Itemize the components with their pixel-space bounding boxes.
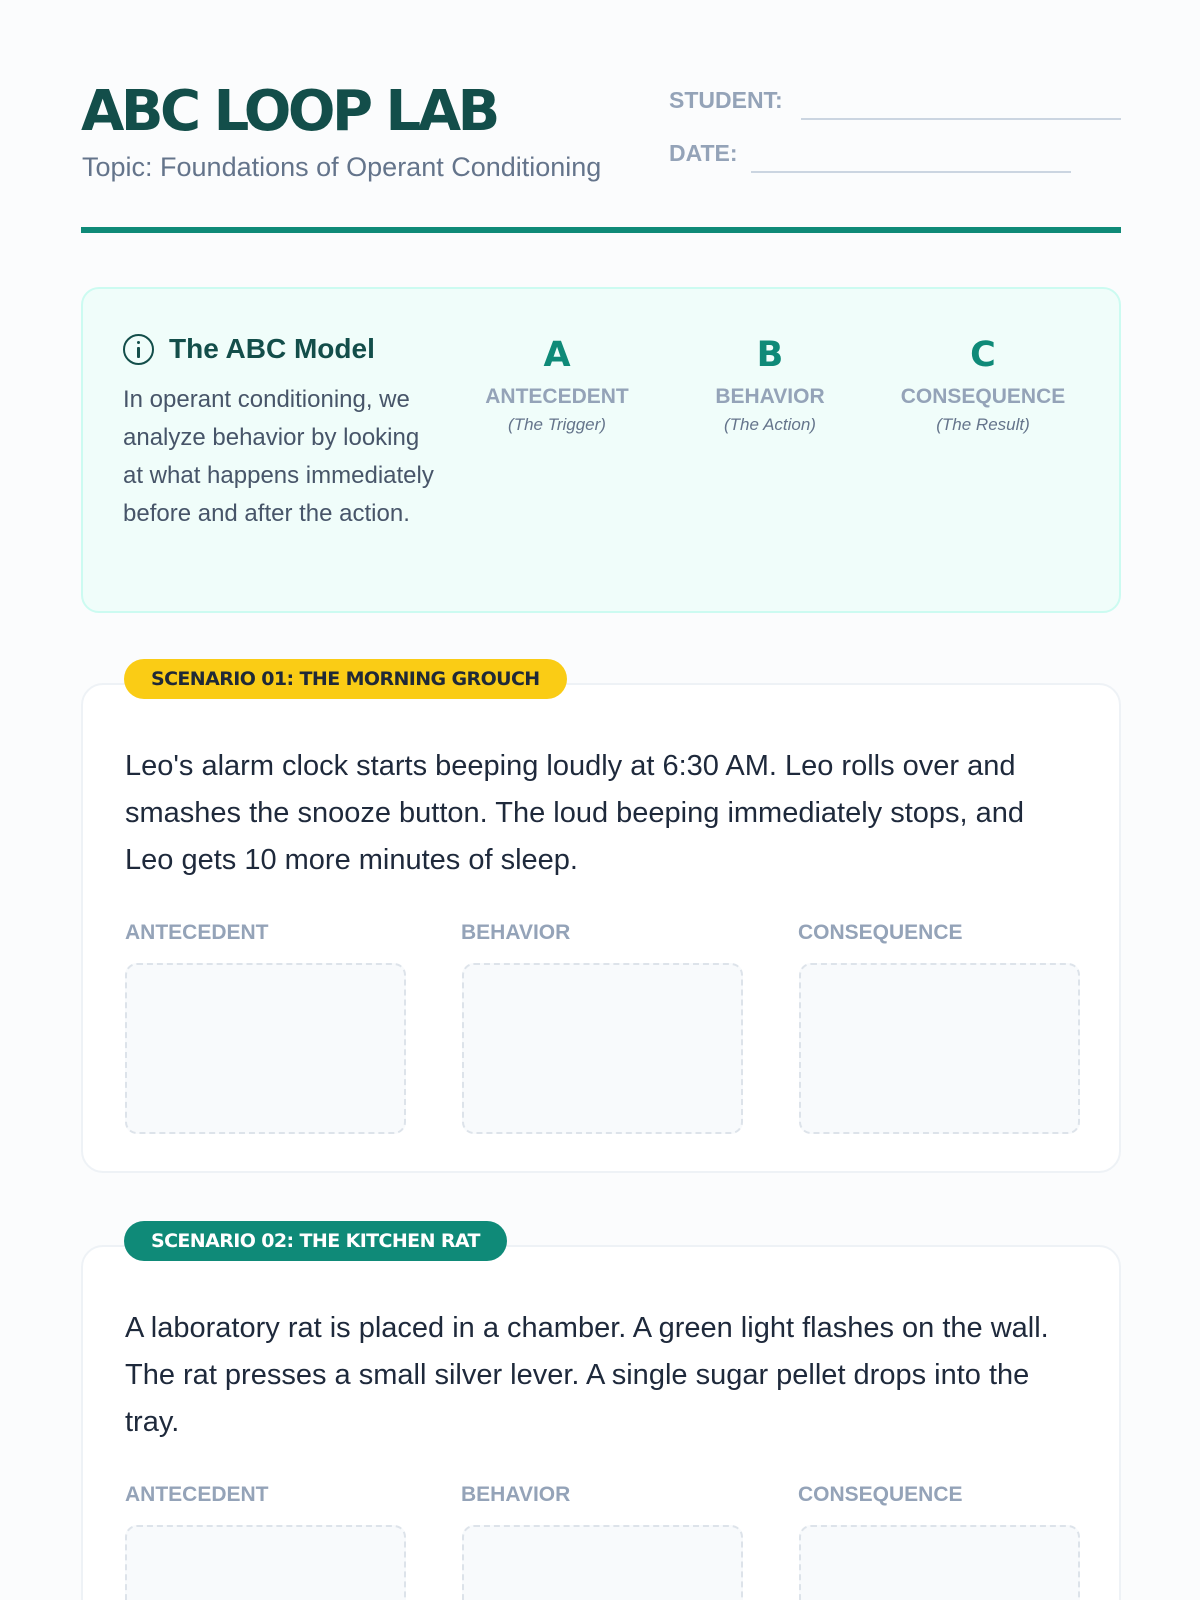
antecedent-label: ANTECEDENT: [125, 921, 269, 944]
abc-name: CONSEQUENCE: [900, 385, 1066, 408]
page-subtitle: Topic: Foundations of Operant Conditioning: [82, 152, 602, 182]
consequence-label: CONSEQUENCE: [798, 1483, 963, 1506]
date-label: DATE:: [669, 140, 738, 166]
abc-column-behavior: [680, 333, 860, 435]
antecedent-answer-box[interactable]: [125, 1525, 406, 1600]
abc-letter: C: [970, 335, 996, 375]
abc-column-antecedent: [467, 333, 647, 435]
student-field[interactable]: [801, 118, 1121, 120]
abc-name: BEHAVIOR: [715, 385, 825, 408]
abc-model-description: In operant conditioning, we analyze behavior by looking at what happens immediately before and after the action.: [123, 386, 434, 527]
abc-subtitle: (The Result): [936, 415, 1030, 434]
consequence-answer-box[interactable]: [799, 963, 1080, 1134]
behavior-label: BEHAVIOR: [461, 1483, 571, 1506]
date-field[interactable]: [751, 171, 1071, 173]
abc-letter: A: [543, 335, 571, 375]
scenario-badge-2: SCENARIO 02: THE KITCHEN RAT: [124, 1221, 507, 1261]
scenario-card-2: [81, 1245, 1121, 1600]
behavior-label: BEHAVIOR: [461, 921, 571, 944]
student-label: STUDENT:: [669, 87, 783, 113]
behavior-answer-box[interactable]: [462, 963, 743, 1134]
abc-model-heading: [123, 333, 375, 365]
abc-model-title: The ABC Model: [169, 333, 375, 364]
abc-subtitle: (The Trigger): [508, 415, 606, 434]
worksheet-page: [81, 0, 1121, 1506]
antecedent-label: ANTECEDENT: [125, 1483, 269, 1506]
antecedent-answer-box[interactable]: [125, 963, 406, 1134]
scenario-text: A laboratory rat is placed in a chamber. A green light flashes on the wall. The rat presses a small silver lever. A single sugar pellet drops into the tray.: [125, 1312, 1049, 1438]
header: [81, 0, 1121, 236]
info-icon: [123, 334, 154, 365]
page-title: ABC LOOP LAB: [81, 79, 497, 144]
behavior-answer-box[interactable]: [462, 1525, 743, 1600]
scenario-badge-1: SCENARIO 01: THE MORNING GROUCH: [124, 659, 567, 699]
consequence-answer-box[interactable]: [799, 1525, 1080, 1600]
header-divider: [81, 227, 1121, 233]
consequence-label: CONSEQUENCE: [798, 921, 963, 944]
abc-letter: B: [756, 335, 784, 375]
abc-subtitle: (The Action): [724, 415, 816, 434]
scenario-text: Leo's alarm clock starts beeping loudly at 6:30 AM. Leo rolls over and smashes the snooze button. The loud beeping immediately stops, and Leo gets 10 more minutes of sleep.: [125, 750, 1025, 876]
scenario-card-1: [81, 683, 1121, 1173]
abc-column-consequence: [893, 333, 1073, 435]
abc-model-box: [81, 287, 1121, 613]
abc-name: ANTECEDENT: [485, 385, 629, 408]
